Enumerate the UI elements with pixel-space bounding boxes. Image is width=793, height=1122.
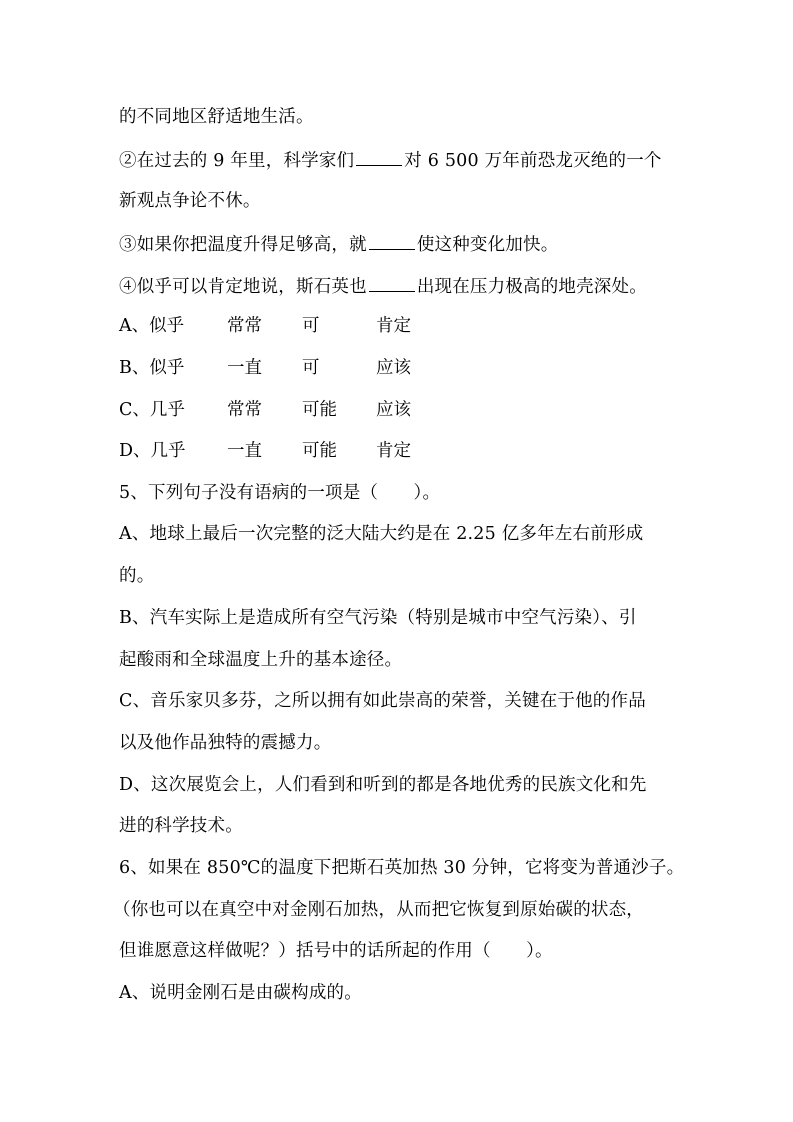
question-6-stem-continuation — [113, 898, 644, 922]
paragraph-text: 的不同地区舒适地生活。 — [119, 107, 314, 127]
option-label: A、似乎 — [119, 316, 185, 336]
option-text: B、汽车实际上是造成所有空气污染（特别是城市中空气污染）、引 — [119, 608, 637, 628]
option-word: 可能 — [302, 400, 337, 420]
option-text: 以及他作品独特的震撼力。 — [119, 733, 332, 753]
question-text: （你也可以在真空中对金刚石加热，从而把它恢复到原始碳的状态， — [113, 900, 644, 920]
sentence-2 — [119, 147, 662, 173]
question-5-option-c-continuation — [119, 731, 331, 755]
question-text: 但谁愿意这样做呢？）括号中的话所起的作用（ ）。 — [119, 941, 553, 961]
option-word: 应该 — [376, 358, 411, 378]
question-5-stem — [119, 481, 440, 505]
option-word: 肯定 — [376, 316, 411, 336]
sentence-text: 对 6 500 万年前恐龙灭绝的一个 — [404, 151, 662, 171]
option-word: 常常 — [227, 400, 262, 420]
option-text: C、音乐家贝多芬，之所以拥有如此崇高的荣誉，关键在于他的作品 — [119, 691, 646, 711]
question-5-option-a — [119, 522, 643, 546]
paragraph-continuation — [119, 105, 314, 129]
option-word: 可能 — [302, 441, 337, 461]
question-6-stem-continuation — [119, 939, 553, 963]
option-text: 的。 — [119, 566, 155, 586]
sentence-text: ④似乎可以肯定地说，斯石英也 — [119, 277, 367, 297]
option-text: D、这次展览会上，人们看到和听到的都是各地优秀的民族文化和先 — [119, 775, 647, 795]
option-text: 起酸雨和全球温度上升的基本途径。 — [119, 650, 403, 670]
sentence-4 — [119, 273, 647, 299]
option-word: 可 — [302, 358, 320, 378]
sentence-text: 出现在压力极高的地壳深处。 — [416, 277, 647, 297]
sentence-text: ③如果你把温度升得足够高，就 — [119, 235, 367, 255]
question-text: 5、下列句子没有语病的一项是（ ）。 — [119, 483, 441, 503]
option-text: 进的科学技术。 — [119, 816, 243, 836]
question-5-option-d — [119, 773, 647, 797]
option-word: 肯定 — [376, 441, 411, 461]
fill-blank — [369, 231, 415, 250]
question-5-option-d-continuation — [119, 814, 243, 838]
question-5-option-b-continuation — [119, 648, 402, 672]
sentence-text: 新观点争论不休。 — [119, 191, 261, 211]
fill-blank — [356, 147, 402, 166]
option-word: 一直 — [227, 441, 262, 461]
option-label: D、几乎 — [119, 441, 186, 461]
option-text: A、地球上最后一次完整的泛大陆大约是在 2.25 亿多年左右前形成 — [119, 524, 644, 544]
question-text: 6、如果在 850℃的温度下把斯石英加热 30 分钟，它将变为普通沙子。 — [119, 858, 685, 878]
sentence-2-continuation — [119, 189, 261, 213]
question-5-option-b — [119, 606, 637, 630]
option-label: C、几乎 — [119, 400, 185, 420]
sentence-3 — [119, 231, 558, 257]
question-5-option-a-continuation — [119, 564, 154, 588]
fill-blank — [369, 273, 415, 292]
question-6-stem — [119, 856, 684, 880]
option-word: 可 — [302, 316, 320, 336]
option-word: 一直 — [227, 358, 262, 378]
sentence-text: 使这种变化加快。 — [416, 235, 559, 255]
option-label: B、似乎 — [119, 358, 185, 378]
option-word: 常常 — [227, 316, 262, 336]
option-word: 应该 — [376, 400, 411, 420]
question-5-option-c — [119, 689, 646, 713]
sentence-text: ②在过去的 9 年里，科学家们 — [119, 151, 355, 171]
question-6-option-a — [119, 981, 362, 1005]
option-text: A、说明金刚石是由碳构成的。 — [119, 983, 362, 1003]
